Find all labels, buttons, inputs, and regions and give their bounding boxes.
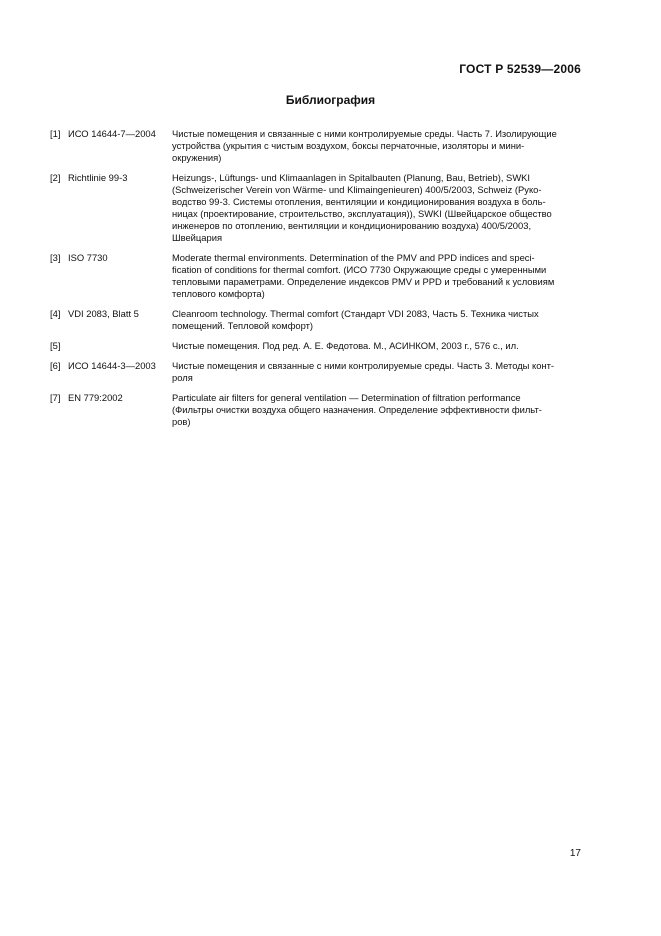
page-title: Библиография: [285, 93, 376, 107]
entry-line: водство 99-3. Системы отопления, вентиляции и кондиционирования воздуха в боль-: [172, 196, 546, 207]
entry-description: [172, 308, 583, 332]
standard-code-header: ГОСТ Р 52539—2006: [459, 62, 581, 76]
entry-line: устройства (укрытия с чистым воздухом, боксы перчаточные, изоляторы и мини-: [172, 140, 525, 151]
entry-code: ISO 7730: [68, 252, 108, 263]
entry-line: Heizungs-, Lüftungs- und Klimaanlagen in Spitalbauten (Planung, Bau, Betrieb), SWKI: [172, 172, 531, 183]
entry-line: теплового комфорта): [172, 288, 265, 299]
entry-line: ров): [172, 416, 191, 427]
entry-line: (Schweizerischer Verein von Wärme- und Klimaingenieuren) 400/5/2003, Schweiz (Руко-: [172, 184, 542, 195]
entry-code: EN 779:2002: [68, 392, 123, 403]
entry-line: помещений. Тепловой комфорт): [172, 320, 314, 331]
entry-line: Particulate air filters for general ventilation — Determination of filtration performance: [172, 392, 521, 403]
entry-code: Richtlinie 99-3: [68, 172, 128, 183]
entry-line: ницах (проектирование, строительство, эксплуатация)), SWKI (Швейцарское общество: [172, 208, 552, 219]
entry-description: [172, 392, 583, 428]
bibliography-entry: [50, 252, 583, 300]
entry-line: Чистые помещения. Под ред. А. Е. Федотова. М., АСИНКОМ, 2003 г., 576 с., ил.: [172, 340, 519, 351]
bibliography-entry: [50, 340, 583, 352]
bibliography-entry: [50, 172, 583, 244]
entry-number: [6]: [50, 360, 61, 371]
entry-line: Швейцария: [172, 232, 223, 243]
entry-description: [172, 128, 583, 164]
page-number: 17: [569, 848, 581, 859]
entry-line: (Фильтры очистки воздуха общего назначения. Определение эффективности фильт-: [172, 404, 542, 415]
entry-number: [3]: [50, 252, 61, 263]
entry-line: Moderate thermal environments. Determination of the PMV and PPD indices and speci-: [172, 252, 535, 263]
bibliography-entry: [50, 128, 583, 164]
entry-code: ИСО 14644-3—2003: [68, 360, 156, 371]
entry-code: VDI 2083, Blatt 5: [68, 308, 139, 319]
bibliography-entry: [50, 360, 583, 384]
entry-number: [7]: [50, 392, 61, 403]
entry-description: [172, 252, 583, 300]
entry-line: Чистые помещения и связанные с ними контролируемые среды. Часть 3. Методы конт-: [172, 360, 555, 371]
entry-line: Чистые помещения и связанные с ними контролируемые среды. Часть 7. Изолирующие: [172, 128, 557, 139]
bibliography-list: [50, 128, 583, 436]
entry-code: ИСО 14644-7—2004: [68, 128, 156, 139]
entry-line: fication of conditions for thermal comfort. (ИСО 7730 Окружающие среды с умеренными: [172, 264, 547, 275]
entry-number: [4]: [50, 308, 61, 319]
entry-line: тепловыми параметрами. Определение индексов PMV и PPD и требований к условиям: [172, 276, 555, 287]
entry-line: инженеров по отоплению, вентиляции и кондиционированию воздуха) 400/5/2003,: [172, 220, 532, 231]
bibliography-entry: [50, 308, 583, 332]
entry-description: [172, 340, 583, 352]
entry-code: [68, 340, 172, 352]
entry-number: [1]: [50, 128, 61, 139]
entry-description: [172, 360, 583, 384]
entry-number: [5]: [50, 340, 61, 351]
entry-line: Cleanroom technology. Thermal comfort (Стандарт VDI 2083, Часть 5. Техника чистых: [172, 308, 539, 319]
bibliography-entry: [50, 392, 583, 428]
entry-description: [172, 172, 583, 244]
entry-line: роля: [172, 372, 193, 383]
entry-line: окружения): [172, 152, 222, 163]
entry-number: [2]: [50, 172, 61, 183]
